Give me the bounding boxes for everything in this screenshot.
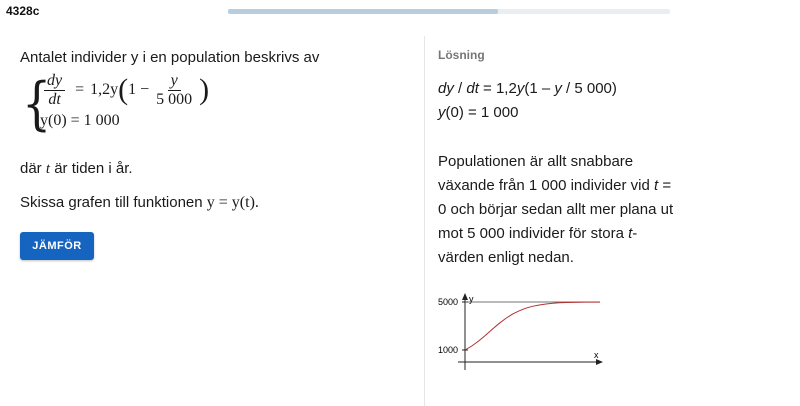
y-tick-label: 1000 xyxy=(438,345,459,355)
solution-panel xyxy=(438,48,788,360)
sol-y2: y xyxy=(554,80,562,97)
sol-text-2: = 0 och börjar sedan allt mer plana ut mot 5 000 individer för stora xyxy=(438,177,674,242)
solution-graph xyxy=(438,292,608,372)
derivative-denominator: dt xyxy=(48,90,61,108)
initial-condition: y(0) = 1 000 xyxy=(40,112,120,129)
equals-sign: = xyxy=(75,81,85,98)
sol-rest: / 5 000) xyxy=(561,80,617,97)
solution-explanation xyxy=(438,150,678,270)
sol-text-3: -värden enligt nedan. xyxy=(438,225,638,266)
time-description xyxy=(20,160,133,178)
derivative-numerator: dy xyxy=(44,72,65,91)
sol-text-1: Populationen är allt snabbare växande från 1 000 individer vid xyxy=(438,153,654,194)
progress-bar xyxy=(228,9,670,14)
sol-y0-value: (0) = 1 000 xyxy=(445,104,519,121)
question-panel xyxy=(20,48,400,252)
derivative-fraction xyxy=(44,72,65,109)
left-paren: ( xyxy=(118,73,129,106)
sol-paren: (1 – xyxy=(524,80,555,97)
compare-button[interactable]: JÄMFÖR xyxy=(20,232,94,260)
y-axis-arrow xyxy=(462,293,468,300)
brace: { xyxy=(22,69,52,137)
sol-y1: y xyxy=(516,80,525,97)
task-id: 4328c xyxy=(6,4,40,18)
y-tick-label: 5000 xyxy=(438,297,459,307)
ratio-fraction xyxy=(153,72,195,109)
y-axis-label: y xyxy=(469,294,474,304)
where-suffix: är tiden i år. xyxy=(50,160,133,177)
solution-heading: Lösning xyxy=(438,48,485,62)
where-prefix: där xyxy=(20,160,46,177)
where-variable: t xyxy=(45,161,51,177)
ratio-denominator: 5 000 xyxy=(156,90,193,108)
sol-coef: = 1,2 xyxy=(478,80,517,97)
top-bar xyxy=(0,0,800,28)
equation-system xyxy=(20,69,400,137)
panel-divider xyxy=(424,36,425,406)
sol-text-t2: t xyxy=(628,225,633,242)
sol-slash: / xyxy=(453,80,467,97)
task-instruction xyxy=(20,194,259,212)
sketch-prefix: Skissa grafen till funktionen xyxy=(20,194,207,211)
sketch-function: y = y(t). xyxy=(206,194,259,211)
coefficient: 1,2y xyxy=(90,81,119,98)
question-intro: Antalet individer y i en population beskrivs av xyxy=(20,49,320,66)
x-axis-label: x xyxy=(594,350,599,360)
right-paren: ) xyxy=(199,73,210,106)
sol-dt: dt xyxy=(466,80,479,97)
differential-equation xyxy=(40,70,209,110)
sol-y0: y xyxy=(438,104,446,121)
population-curve xyxy=(465,302,600,350)
sol-text-t1: t xyxy=(653,177,659,194)
solution-equation xyxy=(438,80,617,97)
ratio-numerator: y xyxy=(168,72,181,91)
one-minus: 1 − xyxy=(128,81,150,98)
progress-fill xyxy=(228,9,498,14)
sol-dy: dy xyxy=(438,80,454,97)
solution-initial-condition xyxy=(438,104,518,121)
